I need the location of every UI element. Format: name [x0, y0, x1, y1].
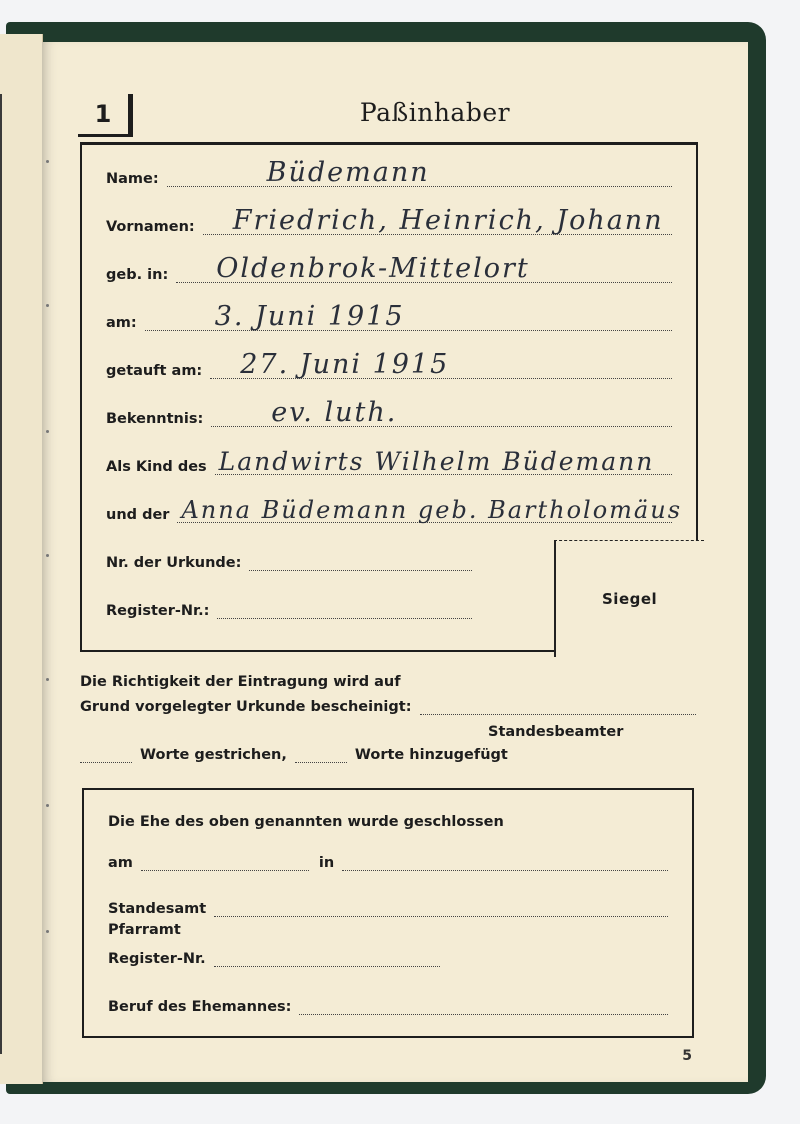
getauft-value: 27. Juni 1915: [240, 349, 450, 380]
geb-in-field[interactable]: [176, 253, 672, 284]
marriage-date-field[interactable]: [141, 852, 309, 871]
beruf-row: [108, 996, 668, 1015]
urkunde-field[interactable]: [249, 552, 472, 571]
als-kind-field[interactable]: [215, 447, 672, 476]
stitch-hole: [46, 160, 49, 163]
pfarramt-label: Pfarramt: [108, 922, 181, 938]
left-page-edge: [0, 34, 43, 1084]
und-der-field[interactable]: [177, 496, 683, 524]
name-label: Name:: [106, 171, 159, 187]
bekenntnis-value: ev. luth.: [271, 397, 398, 428]
bekenntnis-row: [106, 397, 672, 428]
passport-page: [42, 42, 748, 1082]
page-title: Paßinhaber: [359, 98, 511, 127]
marriage-date-row: [108, 852, 668, 871]
words-struck-label: Worte gestrichen,: [140, 747, 287, 763]
und-der-row: [106, 496, 683, 524]
register-label: Register-Nr.:: [106, 603, 210, 619]
name-row: [106, 157, 672, 188]
beruf-field[interactable]: [299, 996, 668, 1015]
geb-in-label: geb. in:: [106, 267, 169, 283]
marriage-in-label: in: [318, 855, 335, 871]
standesamt-field[interactable]: [214, 898, 668, 917]
name-value: Büdemann: [266, 157, 430, 188]
certification-line-2: Grund vorgelegter Urkunde bescheinigt:: [80, 699, 412, 715]
marriage-place-field[interactable]: [342, 852, 668, 871]
vornamen-label: Vornamen:: [106, 219, 195, 235]
bekenntnis-field[interactable]: [211, 397, 672, 428]
standesbeamter-signature-field[interactable]: [420, 696, 697, 715]
certification-row: [80, 696, 696, 715]
stitch-hole: [46, 554, 49, 557]
getauft-row: [106, 349, 672, 380]
marriage-register-row: [108, 948, 440, 967]
geb-in-row: [106, 253, 672, 284]
section-number: 1: [78, 94, 133, 137]
als-kind-value: Landwirts Wilhelm Büdemann: [218, 447, 655, 476]
beruf-label: Beruf des Ehemannes:: [108, 999, 292, 1015]
corrections-row: [80, 744, 516, 763]
vornamen-row: [106, 205, 672, 236]
vornamen-field[interactable]: [203, 205, 672, 236]
stitch-hole: [46, 678, 49, 681]
seal-label: Siegel: [602, 590, 658, 608]
standesamt-row: [108, 898, 668, 917]
marriage-heading: Die Ehe des oben genannten wurde geschlossen: [108, 814, 504, 830]
und-der-value: Anna Büdemann geb. Bartholomäus: [181, 496, 683, 524]
getauft-field[interactable]: [210, 349, 672, 380]
getauft-label: getauft am:: [106, 363, 203, 379]
words-added-field[interactable]: [295, 744, 347, 763]
geb-in-value: Oldenbrok-Mittelort: [216, 253, 530, 284]
stitch-hole: [46, 430, 49, 433]
name-field[interactable]: [167, 157, 672, 188]
register-row: [106, 600, 472, 619]
am-label: am:: [106, 315, 137, 331]
standesamt-label: Standesamt: [108, 901, 207, 917]
bekenntnis-label: Bekenntnis:: [106, 411, 204, 427]
marriage-register-field[interactable]: [214, 948, 440, 967]
words-struck-field[interactable]: [80, 744, 132, 763]
marriage-am-label: am: [108, 855, 133, 871]
urkunde-label: Nr. der Urkunde:: [106, 555, 242, 571]
stitch-hole: [46, 930, 49, 933]
am-row: [106, 301, 672, 332]
words-added-label: Worte hinzugefügt: [354, 747, 508, 763]
stitch-hole: [46, 304, 49, 307]
stitch-hole: [46, 804, 49, 807]
und-der-label: und der: [106, 507, 170, 523]
certification-line-1: Die Richtigkeit der Eintragung wird auf: [80, 674, 401, 690]
page-number: 5: [682, 1048, 692, 1064]
als-kind-label: Als Kind des: [106, 459, 207, 475]
left-page-border: [0, 94, 2, 1054]
am-value: 3. Juni 1915: [214, 301, 405, 332]
register-field[interactable]: [217, 600, 472, 619]
urkunde-row: [106, 552, 472, 571]
als-kind-row: [106, 447, 672, 476]
marriage-register-label: Register-Nr.: [108, 951, 206, 967]
standesbeamter-label: Standesbeamter: [488, 724, 624, 740]
am-field[interactable]: [145, 301, 672, 332]
vornamen-value: Friedrich, Heinrich, Johann: [232, 205, 664, 236]
